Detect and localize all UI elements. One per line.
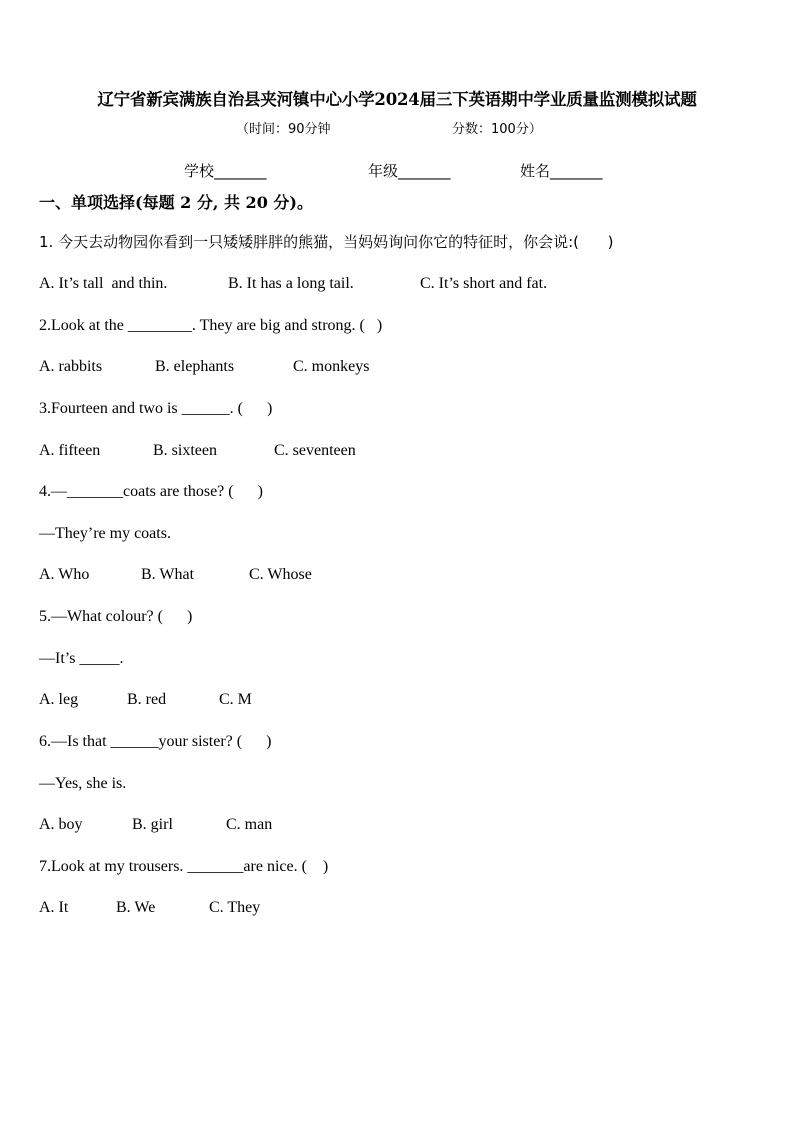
question-4-answer: —They’re my coats. — [39, 525, 171, 542]
question-2: 2.Look at the ________. They are big and strong. ( ) — [39, 317, 383, 334]
q5-option-c[interactable]: C. M — [219, 691, 252, 708]
q2-option-c[interactable]: C. monkeys — [293, 358, 370, 375]
exam-title: 辽宁省新宾满族自治县夹河镇中心小学2024届三下英语期中学业质量监测模拟试题 — [97, 90, 697, 109]
q2-option-b[interactable]: B. elephants — [155, 358, 235, 375]
section-heading: 一、单项选择(每题 2 分, 共 20 分)。 — [39, 193, 313, 212]
q6-option-c[interactable]: C. man — [226, 816, 273, 833]
name-field[interactable]: 姓名_______ — [520, 162, 603, 180]
q1-option-a[interactable]: A. It’s tall and thin. — [39, 275, 168, 292]
question-6: 6.—Is that ______your sister? ( ) — [39, 733, 272, 750]
q5-option-a[interactable]: A. leg — [39, 691, 79, 708]
q5-option-b[interactable]: B. red — [127, 691, 167, 708]
q1-option-b[interactable]: B. It has a long tail. — [228, 275, 354, 292]
q3-option-a[interactable]: A. fifteen — [39, 442, 101, 459]
question-5-answer: —It’s _____. — [39, 650, 124, 667]
question-7: 7.Look at my trousers. _______are nice. ( ) — [39, 858, 329, 875]
exam-score: 分数：100分） — [452, 122, 542, 137]
q1-option-c[interactable]: C. It’s short and fat. — [420, 275, 548, 292]
q7-option-a[interactable]: A. It — [39, 899, 69, 916]
question-5: 5.—What colour? ( ) — [39, 608, 193, 625]
q7-option-c[interactable]: C. They — [209, 899, 261, 916]
q2-option-a[interactable]: A. rabbits — [39, 358, 103, 375]
q7-option-b[interactable]: B. We — [116, 899, 156, 916]
question-4: 4.—_______coats are those? ( ) — [39, 483, 263, 500]
q6-option-a[interactable]: A. boy — [39, 816, 83, 833]
q4-option-c[interactable]: C. Whose — [249, 566, 312, 583]
question-3: 3.Fourteen and two is ______. ( ) — [39, 400, 273, 417]
exam-time: （时间：90分钟 — [236, 122, 331, 137]
question-6-answer: —Yes, she is. — [39, 775, 127, 792]
q4-option-b[interactable]: B. What — [141, 566, 195, 583]
q6-option-b[interactable]: B. girl — [132, 816, 173, 833]
q4-option-a[interactable]: A. Who — [39, 566, 90, 583]
grade-field[interactable]: 年级_______ — [368, 162, 451, 180]
school-field[interactable]: 学校_______ — [184, 162, 267, 180]
q3-option-c[interactable]: C. seventeen — [274, 442, 356, 459]
question-1: 1. 今天去动物园你看到一只矮矮胖胖的熊猫，当妈妈询问你它的特征时，你会说:( ) — [39, 233, 614, 251]
q3-option-b[interactable]: B. sixteen — [153, 442, 217, 459]
